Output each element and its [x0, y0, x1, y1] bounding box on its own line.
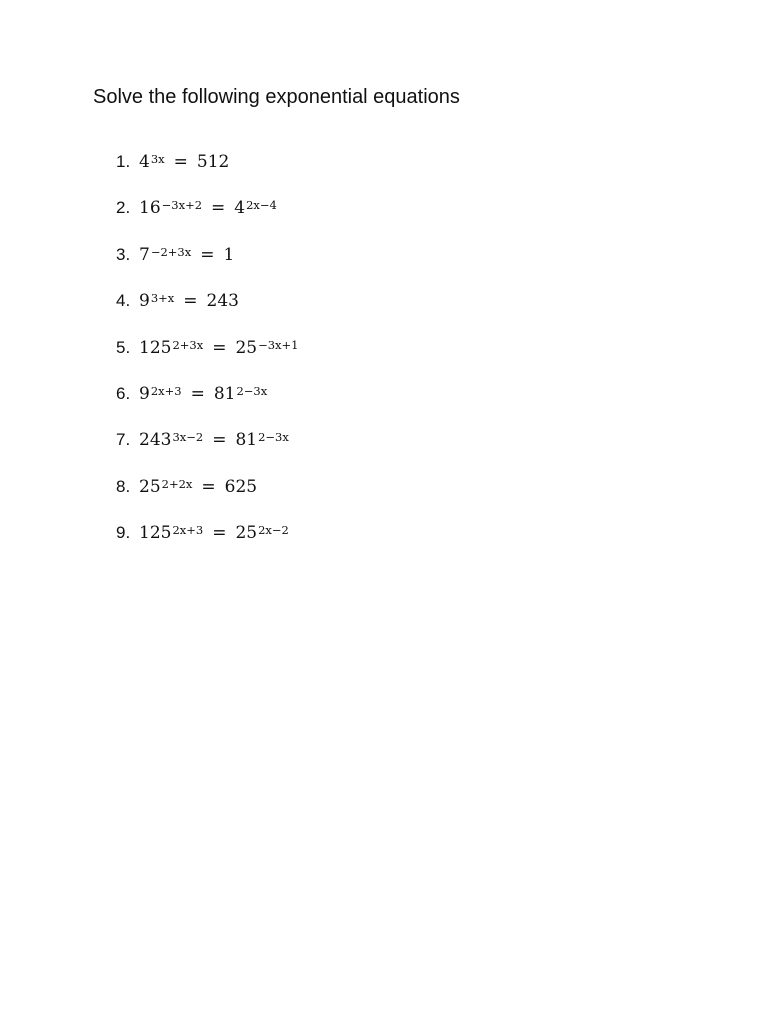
left-exponent: 2x+3 — [172, 523, 204, 538]
right-base: 81 — [235, 430, 258, 451]
equals-sign: = — [212, 523, 227, 544]
equation — [139, 426, 289, 454]
left-base: 7 — [139, 244, 150, 265]
right-base: 243 — [206, 291, 239, 312]
problem-number: 6. — [116, 383, 131, 403]
left-exponent: 2+3x — [172, 337, 204, 352]
equation — [139, 287, 240, 315]
equation — [139, 519, 289, 547]
right-base: 4 — [234, 198, 246, 219]
equals-sign: = — [190, 383, 205, 404]
left-base: 125 — [139, 523, 172, 544]
left-exponent: −3x+2 — [161, 198, 203, 213]
equation — [139, 148, 230, 176]
worksheet-title: Solve the following exponential equations — [93, 86, 460, 108]
left-base: 9 — [139, 291, 150, 312]
equation — [139, 241, 235, 269]
equation — [139, 473, 258, 501]
right-exponent: 2−3x — [236, 383, 268, 398]
right-base: 25 — [235, 337, 258, 358]
left-exponent: 2x+3 — [150, 383, 182, 398]
left-base: 25 — [139, 476, 161, 497]
left-exponent: 3x−2 — [172, 430, 204, 445]
left-exponent: 3x — [150, 152, 165, 166]
problem-number: 4. — [116, 291, 131, 311]
right-exponent: 2−3x — [258, 430, 289, 445]
equation — [139, 380, 267, 408]
left-base: 4 — [139, 152, 150, 172]
equals-sign: = — [201, 476, 216, 497]
problem-number: 9. — [116, 523, 131, 543]
equals-sign: = — [200, 244, 215, 265]
left-base: 16 — [139, 198, 161, 219]
right-base: 25 — [235, 523, 258, 544]
right-exponent: 2x−4 — [246, 198, 277, 213]
problem-number: 7. — [116, 430, 131, 450]
left-exponent: 2+2x — [161, 476, 193, 491]
right-base: 625 — [224, 476, 258, 497]
right-base: 1 — [223, 244, 235, 265]
left-base: 9 — [139, 383, 150, 404]
problem-number: 1. — [116, 152, 131, 171]
problem-number: 2. — [116, 198, 131, 218]
left-base: 243 — [139, 430, 172, 451]
right-exponent: 2x−2 — [258, 523, 289, 538]
right-exponent: −3x+1 — [258, 337, 299, 352]
equals-sign: = — [211, 198, 226, 219]
left-exponent: −2+3x — [150, 244, 192, 259]
left-exponent: 3+x — [150, 291, 175, 306]
left-base: 125 — [139, 337, 172, 358]
problem-number: 5. — [116, 337, 131, 357]
equals-sign: = — [173, 152, 188, 172]
equation — [139, 194, 277, 222]
equation — [139, 334, 299, 362]
right-base: 81 — [213, 383, 236, 404]
problem-number: 8. — [116, 476, 131, 496]
equals-sign: = — [212, 430, 227, 451]
equals-sign: = — [183, 291, 198, 312]
problem-number: 3. — [116, 244, 131, 264]
right-base: 512 — [196, 152, 230, 172]
equals-sign: = — [212, 337, 227, 358]
